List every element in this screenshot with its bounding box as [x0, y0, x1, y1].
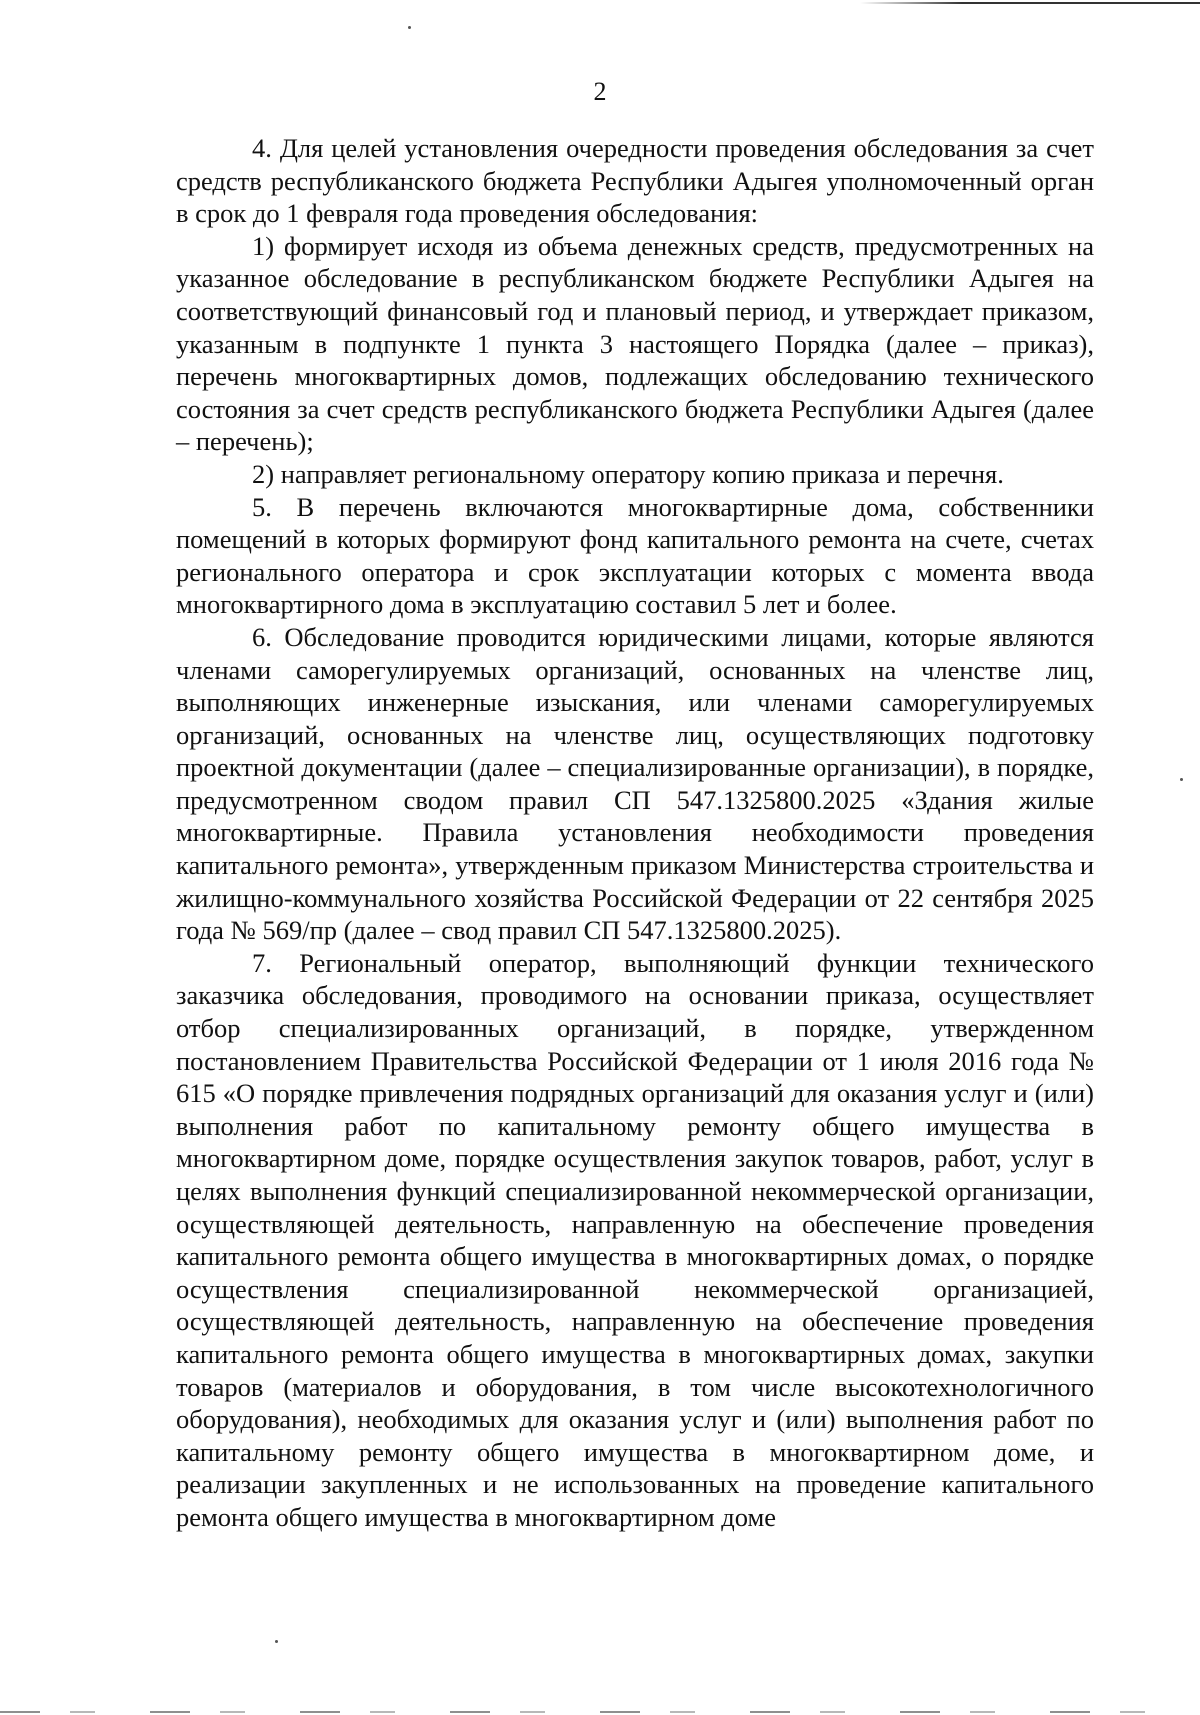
paragraph-4: 4. Для целей установления очередности проведения обследования за счет средств республиканского бюджета Республики Адыгея уполномоченный орган в срок до 1 февраля года проведения обследования:	[176, 133, 1094, 229]
paragraph-5: 5. В перечень включаются многоквартирные дома, собственники помещений в которых формируют фонд капитального ремонта на счете, счетах регионального оператора и срок эксплуатации которых с момента ввода многоквартирного дома в эксплуатацию составил 5 лет и более.	[176, 491, 1094, 620]
scan-edge-top	[860, 2, 1200, 4]
document-body	[176, 132, 1094, 1534]
paragraph-4-sub-1: 1) формирует исходя из объема денежных средств, предусмотренных на указанное обследование в республиканском бюджете Республики Адыгея на соответствующий финансовый год и плановый период, и утверждает приказом, указанным в подпункте 1 пункта 3 настоящего Порядка (далее – приказ), перечень многоквартирных домов, подлежащих обследованию технического состояния за счет средств республиканского бюджета Республики Адыгея (далее – перечень);	[176, 230, 1094, 457]
paragraph-6: 6. Обследование проводится юридическими лицами, которые являются членами саморегулируемых организаций, основанных на членстве лиц, выполняющих инженерные изыскания, или членами саморегулируемых организаций, основанных на членстве лиц, осуществляющих подготовку проектной документации (далее – специализированные организации), в порядке, предусмотренном сводом правил СП 547.1325800.2025 «Здания жилые многоквартирные. Правила установления необходимости проведения капитального ремонта», утвержденным приказом Министерства строительства и жилищно-коммунального хозяйства Российской Федерации от 22 сентября 2025 года № 569/пр (далее – свод правил СП 547.1325800.2025).	[176, 621, 1094, 946]
page-number: 2	[593, 77, 607, 106]
scan-speck	[275, 1640, 278, 1643]
scan-speck	[408, 26, 411, 29]
scan-speck	[1180, 778, 1183, 781]
paragraph-7: 7. Региональный оператор, выполняющий функции технического заказчика обследования, проводимого на основании приказа, осуществляет отбор специализированных организаций, в порядке, утвержденном постановлением Правительства Российской Федерации от 1 июля 2016 года № 615 «О порядке привлечения подрядных организаций для оказания услуг и (или) выполнения работ по капитальному ремонту общего имущества в многоквартирном доме, порядке осуществления закупок товаров, работ, услуг в целях выполнения функций специализированной некоммерческой организации, осуществляющей деятельность, направленную на обеспечение проведения капитального ремонта общего имущества в многоквартирных домах, о порядке осуществления специализированной некоммерческой организацией, осуществляющей деятельность, направленную на обеспечение проведения капитального ремонта общего имущества в многоквартирных домах, закупки товаров (материалов и оборудования, в том числе высокотехнологичного оборудования), необходимых для оказания услуг и (или) выполнения работ по капитальному ремонту общего имущества в многоквартирном доме, и реализации закупленных и не использованных на проведение капитального ремонта общего имущества в многоквартирном доме	[176, 947, 1094, 1532]
paragraph-4-sub-2: 2) направляет региональному оператору копию приказа и перечня.	[252, 458, 1004, 489]
scan-edge-bottom	[0, 1711, 1200, 1713]
